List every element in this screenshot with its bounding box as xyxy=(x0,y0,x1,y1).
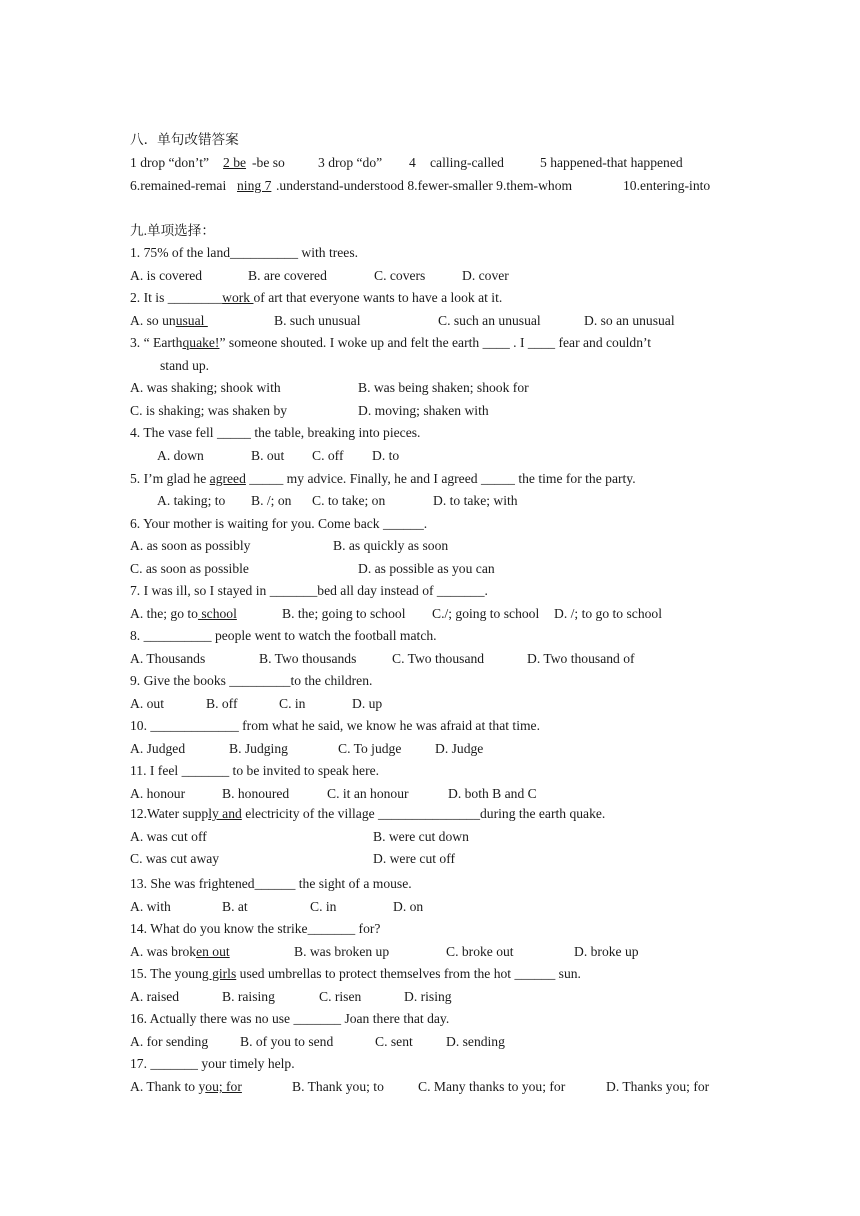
option-c: C. risen xyxy=(319,989,362,1004)
question-10-stem: 10. _____________ from what he said, we know he was afraid at that time. xyxy=(130,718,540,733)
option-a: A. Thank to you; for xyxy=(130,1079,242,1094)
option-a: A. down xyxy=(157,448,204,463)
option-d: D. were cut off xyxy=(373,851,456,866)
option-a: A. for sending xyxy=(130,1034,209,1049)
option-a: A. Judged xyxy=(130,741,186,756)
option-d: D. to xyxy=(372,448,400,463)
document-page: 八．单句改错答案 1 drop “don’t” 2 be -be so 3 drop “do” 4 calling-called 5 happened-that happened 6.remained-remai ning 7 .understand-understood 8.fewer-smaller 9.them-whom 10.entering-into 九.单项选择： 1. 75% of the land__________ with trees. A. is covered B. are covered C. covers D. cover 2. It is ________work of art that everyone wants to have a look at it. A. so unusual B. such unusual C. such an unusual D. so an unusual 3. “ Earthquake!” someone shouted. I woke up and felt the earth ____ . I ____ fear and couldn’t stand up. A. was shaking; shook with B. was being shaken; shook for C. is shaking; was shaken by D. moving; shaken with 4. The vase fell _____ the table, breaking into pieces. A. down B. out C. off D. to 5. I’m glad he agreed _____ my advice. Finally, he and I agreed _____ the time for the party. A. taking; to B. /; on C. to take; on D. to take; with 6. Your mother is waiting for you. Come back ______. A. as soon as possibly B. as quickly as soon C. as soon as possible D. as possible as you can 7. I was ill, so I stayed in _______bed all day instead of _______. A. the; go to school B. the; going to school C./; going to school D. /; to go to school 8. __________ people went to watch the football match. A. Thousands B. Two thousands C. Two thousand D. Two thousand of 9. Give the books _________to the children. A. out B. off C. in D. up 10. _____________ from what he said, we know he was afraid at that time. A. Judged B. Judging C. To judge D. Judge 11. I feel _______ to be invited to speak here. A. honour B. honoured C. it an honour D. both B and C 12.Water supply and electricity of the village _______________during the earth quake. A. was cut off B. were cut down C. was cut away D. were cut off 13. She was frightened______ the sight of a mouse. A. with B. at C. in D. on 14. What do you know the strike_______ for? A. was broken out B. was broken up C. broke out D. broke up 15. The young girls used umbrellas to protect themselves from the hot ______ sun. A. raised B. raising C. risen D. rising 16. Actually there was no use _______ Joan there that day. A. for sending B. of you to send C. sent D. sending 17. _______ your timely help. A. Thank to you; for B. Thank you; to C. Many thanks to you; for D. Thanks you; for xyxy=(130,132,711,1094)
option-c: C. Two thousand xyxy=(392,651,485,666)
option-c: C. in xyxy=(310,899,337,914)
option-d: D. so an unusual xyxy=(584,313,675,328)
option-a: A. was cut off xyxy=(130,829,207,844)
option-d: D. to take; with xyxy=(433,493,518,508)
question-4-stem: 4. The vase fell _____ the table, breaking into pieces. xyxy=(130,425,421,440)
option-c: C. broke out xyxy=(446,944,514,959)
option-d: D. /; to go to school xyxy=(554,606,662,621)
question-2-stem: 2. It is ________work of art that everyone wants to have a look at it. xyxy=(130,290,503,305)
question-12-stem: 12.Water supply and electricity of the village _______________during the earth quake. xyxy=(130,806,606,821)
question-9-stem: 9. Give the books _________to the children. xyxy=(130,673,373,688)
option-a: A. is covered xyxy=(130,268,203,283)
question-8-stem: 8. __________ people went to watch the football match. xyxy=(130,628,437,643)
option-d: D. Judge xyxy=(435,741,484,756)
option-a: A. with xyxy=(130,899,171,914)
option-a: A. as soon as possibly xyxy=(130,538,251,553)
option-d: D. as possible as you can xyxy=(358,561,495,576)
option-a: A. raised xyxy=(130,989,180,1004)
question-16-stem: 16. Actually there was no use _______ Joan there that day. xyxy=(130,1011,450,1026)
option-b: B. off xyxy=(206,696,238,711)
option-c: C. covers xyxy=(374,268,426,283)
option-c: C. such an unusual xyxy=(438,313,541,328)
option-c: C. is shaking; was shaken by xyxy=(130,403,288,418)
option-d: D. sending xyxy=(446,1034,505,1049)
option-a: A. Thousands xyxy=(130,651,206,666)
option-b: B. honoured xyxy=(222,786,290,801)
option-c: C. as soon as possible xyxy=(130,561,249,576)
question-15-stem: 15. The young girls used umbrellas to protect themselves from the hot ______ sun. xyxy=(130,966,581,981)
question-17-stem: 17. _______ your timely help. xyxy=(130,1056,295,1071)
question-3-stem: 3. “ Earthquake!” someone shouted. I woke up and felt the earth ____ . I ____ fear and couldn’t xyxy=(130,335,652,350)
option-d: D. on xyxy=(393,899,424,914)
question-7-stem: 7. I was ill, so I stayed in _______bed all day instead of _______. xyxy=(130,583,488,598)
option-a: A. was broken out xyxy=(130,944,230,959)
option-b: B. at xyxy=(222,899,248,914)
question-11-stem: 11. I feel _______ to be invited to speak here. xyxy=(130,763,380,778)
section-8-heading: 八．单句改错答案 xyxy=(130,132,239,147)
option-d: D. moving; shaken with xyxy=(358,403,489,418)
option-b: B. Judging xyxy=(229,741,288,756)
option-c: C. in xyxy=(279,696,306,711)
option-a: A. out xyxy=(130,696,164,711)
option-b: B. the; going to school xyxy=(282,606,406,621)
option-a: A. taking; to xyxy=(157,493,226,508)
option-c: C. it an honour xyxy=(327,786,409,801)
question-1-stem: 1. 75% of the land__________ with trees. xyxy=(130,245,359,260)
option-b: B. raising xyxy=(222,989,275,1004)
option-c: C. Many thanks to you; for xyxy=(418,1079,566,1094)
option-b: B. of you to send xyxy=(240,1034,334,1049)
option-b: B. as quickly as soon xyxy=(333,538,449,553)
option-b: B. /; on xyxy=(251,493,292,508)
question-13-stem: 13. She was frightened______ the sight of a mouse. xyxy=(130,876,412,891)
question-6-stem: 6. Your mother is waiting for you. Come back ______. xyxy=(130,516,428,531)
option-a: A. the; go to school xyxy=(130,606,237,621)
option-c: C. sent xyxy=(375,1034,413,1049)
option-b: B. was being shaken; shook for xyxy=(358,380,529,395)
option-b: B. Two thousands xyxy=(259,651,357,666)
option-c: C./; going to school xyxy=(432,606,540,621)
option-b: B. Thank you; to xyxy=(292,1079,384,1094)
option-c: C. To judge xyxy=(338,741,402,756)
option-c: C. to take; on xyxy=(312,493,386,508)
option-d: D. rising xyxy=(404,989,452,1004)
option-a: A. so unusual xyxy=(130,313,208,328)
option-d: D. cover xyxy=(462,268,509,283)
option-b: B. were cut down xyxy=(373,829,469,844)
option-d: D. broke up xyxy=(574,944,639,959)
option-d: D. Thanks you; for xyxy=(606,1079,710,1094)
question-3-stem-continued: stand up. xyxy=(160,358,210,373)
question-14-stem: 14. What do you know the strike_______ for? xyxy=(130,921,381,936)
option-b: B. was broken up xyxy=(294,944,390,959)
option-b: B. such unusual xyxy=(274,313,361,328)
option-a: A. was shaking; shook with xyxy=(130,380,281,395)
option-b: B. out xyxy=(251,448,285,463)
section-9-heading: 九.单项选择： xyxy=(130,223,215,238)
question-5-stem: 5. I’m glad he agreed _____ my advice. Finally, he and I agreed _____ the time for the party. xyxy=(130,471,636,486)
option-d: D. Two thousand of xyxy=(527,651,635,666)
option-b: B. are covered xyxy=(248,268,327,283)
option-c: C. off xyxy=(312,448,344,463)
option-a: A. honour xyxy=(130,786,186,801)
option-c: C. was cut away xyxy=(130,851,220,866)
option-d: D. up xyxy=(352,696,383,711)
option-d: D. both B and C xyxy=(448,786,537,801)
